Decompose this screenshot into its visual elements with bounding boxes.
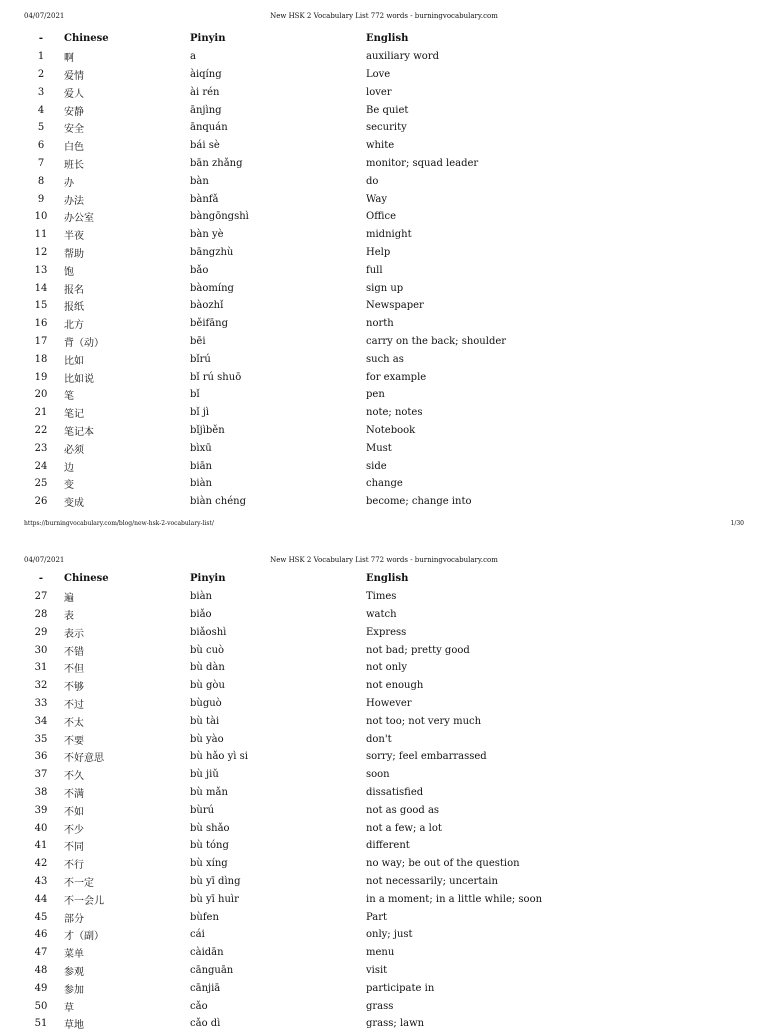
table-row [18, 137, 666, 155]
table-body [18, 588, 666, 1033]
cell-index: 15 [34, 300, 48, 312]
cell-english: Office [366, 211, 397, 223]
cell-chinese: 变成 [64, 498, 84, 510]
cell-english: lover [366, 86, 392, 98]
cell-chinese: 不行 [64, 860, 84, 872]
table-row [18, 819, 666, 837]
table-row [18, 155, 666, 173]
cell-index: 51 [34, 1018, 48, 1030]
table-row [18, 83, 666, 101]
table-row [18, 297, 666, 315]
cell-english: not as good as [366, 804, 440, 816]
vocabulary-table [18, 570, 666, 1033]
cell-english: don't [366, 733, 392, 745]
cell-pinyin: bǐjìběn [190, 424, 225, 436]
cell-chinese: 饱 [64, 266, 74, 278]
cell-chinese: 变 [64, 480, 74, 492]
table-row [18, 873, 666, 891]
cell-index: 22 [34, 424, 48, 436]
cell-english: Notebook [366, 424, 416, 436]
cell-english: carry on the back; shoulder [366, 335, 507, 347]
cell-pinyin: bùfen [190, 911, 219, 923]
cell-chinese: 表示 [64, 628, 84, 640]
cell-chinese: 不要 [64, 735, 84, 747]
cell-index: 29 [34, 626, 48, 638]
cell-pinyin: bù tài [190, 715, 220, 727]
cell-english: menu [366, 947, 395, 959]
table-row [18, 101, 666, 119]
cell-pinyin: bǐrú [190, 353, 211, 365]
table-row [18, 748, 666, 766]
cell-pinyin: cǎo [190, 1000, 208, 1012]
cell-index: 16 [34, 318, 48, 330]
cell-english: become; change into [366, 496, 472, 508]
col-header-index: - [38, 573, 44, 585]
cell-pinyin: běifāng [190, 318, 229, 330]
table-row [18, 333, 666, 351]
cell-pinyin: cǎo dì [190, 1018, 221, 1030]
table-header-row [18, 570, 666, 588]
cell-chinese: 不好意思 [64, 753, 104, 765]
cell-index: 27 [34, 591, 48, 603]
cell-index: 43 [34, 875, 48, 887]
cell-english: Part [366, 911, 388, 923]
cell-index: 31 [34, 662, 48, 674]
cell-index: 11 [34, 229, 48, 241]
cell-chinese: 不错 [64, 646, 84, 658]
header-title: New HSK 2 Vocabulary List 772 words - burningvocabulary.com [270, 556, 498, 564]
cell-pinyin: bànfǎ [190, 193, 219, 205]
header-date: 04/07/2021 [24, 556, 65, 564]
table-row [18, 712, 666, 730]
cell-chinese: 边 [64, 462, 74, 474]
cell-english: for example [366, 371, 427, 383]
footer-page-number: 1/30 [730, 520, 744, 527]
cell-chinese: 笔 [64, 391, 74, 403]
cell-chinese: 帮助 [64, 248, 84, 260]
table-row [18, 659, 666, 677]
cell-index: 50 [34, 1000, 48, 1012]
cell-chinese: 菜单 [64, 949, 84, 961]
cell-english: Times [366, 591, 397, 603]
cell-index: 36 [34, 751, 48, 763]
cell-english: Way [366, 193, 388, 205]
cell-chinese: 爱人 [64, 88, 84, 100]
cell-index: 47 [34, 947, 48, 959]
cell-english: participate in [366, 982, 435, 994]
table-row [18, 890, 666, 908]
cell-index: 45 [34, 911, 48, 923]
cell-pinyin: biàn [190, 478, 213, 490]
cell-pinyin: cānguān [190, 964, 234, 976]
cell-index: 23 [34, 442, 48, 454]
cell-index: 14 [34, 282, 48, 294]
cell-chinese: 半夜 [64, 231, 84, 243]
cell-pinyin: biàn chéng [190, 496, 246, 508]
cell-index: 28 [34, 608, 48, 620]
pdf-page-2 [0, 548, 768, 1032]
cell-chinese: 班长 [64, 159, 84, 171]
col-header-index: - [38, 33, 44, 45]
table-row [18, 350, 666, 368]
cell-english: Love [366, 68, 391, 80]
table-row [18, 944, 666, 962]
cell-chinese: 不久 [64, 771, 84, 783]
cell-chinese: 笔记本 [64, 426, 94, 438]
cell-english: dissatisfied [366, 786, 424, 798]
table-row [18, 457, 666, 475]
cell-chinese: 比如 [64, 355, 84, 367]
cell-english: do [366, 175, 379, 187]
table-row [18, 226, 666, 244]
cell-index: 1 [37, 51, 45, 63]
cell-pinyin: bàomíng [190, 282, 234, 294]
cell-index: 35 [34, 733, 48, 745]
cell-english: note; notes [366, 407, 423, 419]
cell-english: pen [366, 389, 385, 401]
table-row [18, 641, 666, 659]
cell-pinyin: bàn yè [190, 229, 224, 241]
table-row [18, 48, 666, 66]
col-header-pinyin: Pinyin [190, 33, 226, 45]
table-row [18, 66, 666, 84]
cell-index: 2 [37, 68, 45, 80]
cell-pinyin: bàngōngshì [190, 211, 249, 223]
cell-index: 4 [37, 104, 45, 116]
vocabulary-table [18, 30, 666, 511]
cell-english: midnight [366, 229, 412, 241]
cell-index: 48 [34, 964, 48, 976]
cell-chinese: 不同 [64, 842, 84, 854]
cell-english: white [366, 140, 395, 152]
cell-pinyin: a [190, 51, 196, 63]
cell-english: no way; be out of the question [366, 858, 520, 870]
cell-chinese: 必须 [64, 444, 84, 456]
cell-chinese: 啊 [64, 53, 74, 65]
cell-pinyin: bù yī huìr [190, 893, 239, 905]
cell-english: grass; lawn [366, 1018, 425, 1030]
table-row [18, 997, 666, 1015]
table-row [18, 315, 666, 333]
cell-index: 19 [34, 371, 48, 383]
cell-pinyin: bù mǎn [190, 786, 228, 798]
cell-english: Help [366, 246, 391, 258]
cell-pinyin: bù hǎo yì si [190, 751, 248, 763]
col-header-chinese: Chinese [64, 573, 109, 585]
table-row [18, 801, 666, 819]
cell-index: 34 [34, 715, 48, 727]
cell-english: not bad; pretty good [366, 644, 470, 656]
cell-chinese: 报名 [64, 284, 84, 296]
cell-chinese: 安静 [64, 106, 84, 118]
cell-index: 3 [37, 86, 45, 98]
cell-index: 32 [34, 680, 48, 692]
cell-pinyin: cānjiā [190, 982, 221, 994]
cell-chinese: 不太 [64, 717, 84, 729]
cell-english: sign up [366, 282, 404, 294]
table-row [18, 962, 666, 980]
cell-chinese: 办公室 [64, 213, 94, 225]
cell-english: soon [366, 769, 390, 781]
cell-english: monitor; squad leader [366, 157, 479, 169]
cell-pinyin: bēi [190, 335, 206, 347]
table-row [18, 784, 666, 802]
cell-index: 20 [34, 389, 48, 401]
cell-chinese: 不如 [64, 806, 84, 818]
table-row [18, 386, 666, 404]
cell-english: Must [366, 442, 392, 454]
cell-chinese: 安全 [64, 124, 84, 136]
cell-pinyin: bāngzhù [190, 246, 234, 258]
cell-chinese: 参观 [64, 966, 84, 978]
col-header-english: English [366, 33, 409, 45]
cell-index: 40 [34, 822, 48, 834]
cell-index: 5 [37, 122, 45, 134]
table-row [18, 926, 666, 944]
col-header-english: English [366, 573, 409, 585]
table-row [18, 404, 666, 422]
cell-pinyin: bù xíng [190, 858, 228, 870]
cell-chinese: 笔记 [64, 409, 84, 421]
table-row [18, 695, 666, 713]
cell-pinyin: bù dàn [190, 662, 225, 674]
cell-pinyin: biǎo [190, 608, 212, 620]
cell-index: 26 [34, 496, 48, 508]
cell-english: security [366, 122, 407, 134]
cell-chinese: 不满 [64, 788, 84, 800]
table-row [18, 261, 666, 279]
cell-index: 18 [34, 353, 48, 365]
cell-pinyin: bùguò [190, 697, 222, 709]
cell-pinyin: bǐ jì [190, 407, 210, 419]
table-row [18, 606, 666, 624]
cell-index: 8 [37, 175, 45, 187]
cell-pinyin: bù shǎo [190, 822, 230, 834]
cell-index: 17 [34, 335, 48, 347]
cell-pinyin: bùrú [190, 804, 215, 816]
cell-index: 33 [34, 697, 48, 709]
col-header-chinese: Chinese [64, 33, 109, 45]
cell-pinyin: bàozhǐ [190, 300, 224, 312]
cell-index: 12 [34, 246, 48, 258]
cell-pinyin: bàn [190, 175, 209, 187]
cell-pinyin: bìxū [190, 442, 212, 454]
cell-chinese: 表 [64, 610, 74, 622]
cell-pinyin: cái [190, 929, 205, 941]
cell-english: such as [366, 353, 404, 365]
table-row [18, 908, 666, 926]
cell-pinyin: biān [190, 460, 213, 472]
cell-index: 30 [34, 644, 48, 656]
cell-pinyin: àiqíng [190, 68, 222, 80]
cell-chinese: 白色 [64, 142, 84, 154]
cell-index: 41 [34, 840, 48, 852]
cell-pinyin: càidān [190, 947, 224, 959]
cell-index: 49 [34, 982, 48, 994]
cell-index: 21 [34, 407, 48, 419]
cell-index: 9 [37, 193, 45, 205]
cell-english: side [366, 460, 387, 472]
cell-index: 7 [37, 157, 45, 169]
cell-pinyin: bù gòu [190, 680, 225, 692]
cell-english: Newspaper [366, 300, 424, 312]
table-row [18, 588, 666, 606]
cell-chinese: 比如说 [64, 373, 94, 385]
table-row [18, 172, 666, 190]
header-title: New HSK 2 Vocabulary List 772 words - burningvocabulary.com [270, 12, 498, 20]
cell-index: 38 [34, 786, 48, 798]
table-row [18, 422, 666, 440]
table-row [18, 208, 666, 226]
cell-english: not a few; a lot [366, 822, 442, 834]
cell-english: north [366, 318, 394, 330]
cell-chinese: 才（副） [64, 931, 104, 943]
cell-index: 37 [34, 769, 48, 781]
table-row [18, 368, 666, 386]
table-row [18, 119, 666, 137]
cell-chinese: 北方 [64, 320, 84, 332]
table-row [18, 279, 666, 297]
cell-chinese: 办法 [64, 195, 84, 207]
cell-english: not only [366, 662, 407, 674]
cell-pinyin: bù tóng [190, 840, 229, 852]
cell-english: only; just [366, 929, 413, 941]
cell-index: 25 [34, 478, 48, 490]
cell-pinyin: bǐ rú shuō [190, 371, 242, 383]
cell-chinese: 报纸 [64, 302, 84, 314]
cell-pinyin: ānjìng [190, 104, 222, 116]
cell-chinese: 背（动） [64, 337, 104, 349]
cell-index: 10 [34, 211, 48, 223]
table-row [18, 244, 666, 262]
cell-chinese: 参加 [64, 984, 84, 996]
table-row [18, 439, 666, 457]
col-header-pinyin: Pinyin [190, 573, 226, 585]
cell-chinese: 不但 [64, 664, 84, 676]
cell-pinyin: bù yào [190, 733, 224, 745]
cell-chinese: 办 [64, 177, 74, 189]
cell-english: Be quiet [366, 104, 409, 116]
table-row [18, 979, 666, 997]
cell-chinese: 爱情 [64, 70, 84, 82]
table-row [18, 766, 666, 784]
cell-english: full [366, 264, 383, 276]
cell-chinese: 不一会儿 [64, 895, 104, 907]
cell-chinese: 部分 [64, 913, 84, 925]
cell-chinese: 不一定 [64, 877, 94, 889]
cell-chinese: 不少 [64, 824, 84, 836]
table-row [18, 493, 666, 511]
cell-english: sorry; feel embarrassed [366, 751, 487, 763]
cell-english: not enough [366, 680, 424, 692]
cell-index: 46 [34, 929, 48, 941]
cell-pinyin: bǐ [190, 389, 200, 401]
table-header-row [18, 30, 666, 48]
cell-chinese: 草 [64, 1002, 74, 1014]
cell-english: in a moment; in a little while; soon [366, 893, 543, 905]
cell-index: 42 [34, 858, 48, 870]
table-row [18, 475, 666, 493]
cell-english: change [366, 478, 403, 490]
table-row [18, 730, 666, 748]
cell-chinese: 遍 [64, 593, 74, 605]
cell-english: grass [366, 1000, 394, 1012]
cell-pinyin: bān zhǎng [190, 157, 243, 169]
cell-english: not too; not very much [366, 715, 482, 727]
cell-pinyin: biàn [190, 591, 213, 603]
cell-pinyin: ài rén [190, 86, 220, 98]
cell-index: 6 [37, 140, 45, 152]
cell-english: However [366, 697, 412, 709]
cell-english: different [366, 840, 410, 852]
table-body [18, 48, 666, 511]
cell-pinyin: bǎo [190, 264, 209, 276]
cell-pinyin: bù jiǔ [190, 769, 219, 781]
header-date: 04/07/2021 [24, 12, 65, 20]
cell-pinyin: ānquán [190, 122, 228, 134]
table-row [18, 623, 666, 641]
table-row [18, 190, 666, 208]
table-row [18, 855, 666, 873]
cell-index: 44 [34, 893, 48, 905]
footer-url: https://burningvocabulary.com/blog/new-hsk-2-vocabulary-list/ [24, 520, 214, 527]
cell-index: 39 [34, 804, 48, 816]
table-row [18, 677, 666, 695]
cell-pinyin: bù cuò [190, 644, 225, 656]
cell-pinyin: bù yī dìng [190, 875, 241, 887]
cell-chinese: 不够 [64, 682, 84, 694]
table-row [18, 837, 666, 855]
cell-chinese: 草地 [64, 1020, 84, 1032]
cell-english: visit [366, 964, 388, 976]
cell-index: 13 [34, 264, 48, 276]
cell-english: auxiliary word [366, 51, 439, 63]
cell-english: watch [366, 608, 397, 620]
cell-english: Express [366, 626, 407, 638]
cell-pinyin: bái sè [190, 140, 220, 152]
cell-pinyin: biǎoshì [190, 626, 227, 638]
cell-english: not necessarily; uncertain [366, 875, 498, 887]
cell-index: 24 [34, 460, 48, 472]
cell-chinese: 不过 [64, 699, 84, 711]
